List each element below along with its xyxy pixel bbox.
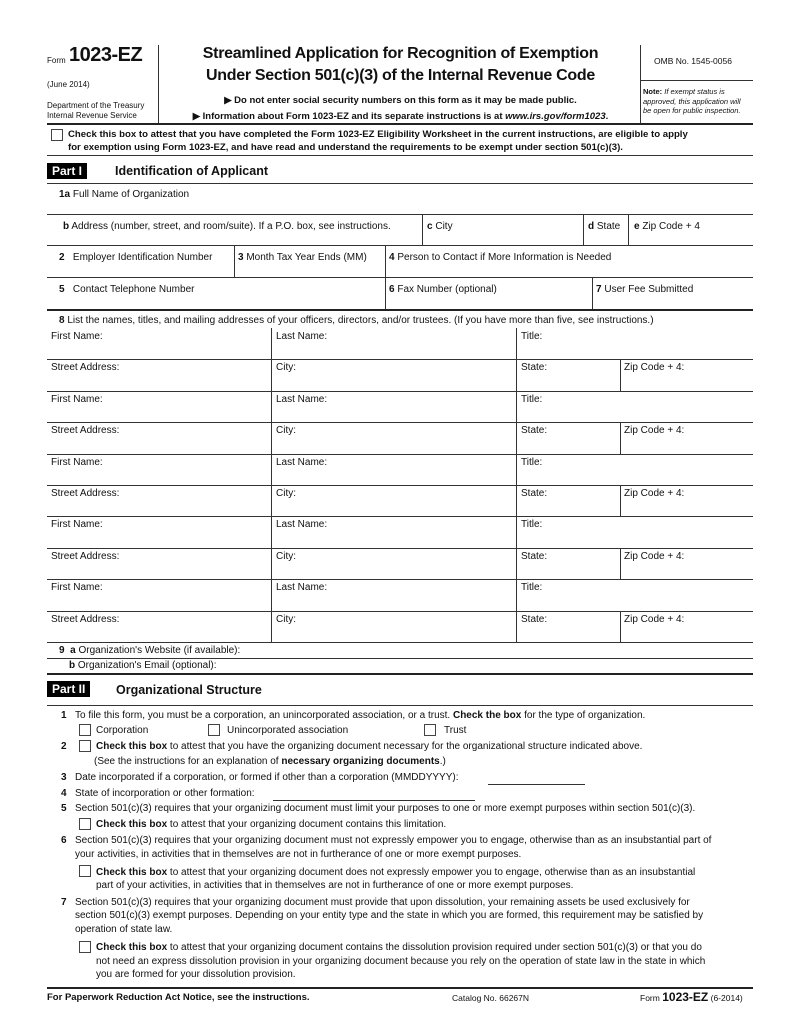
officer-title-label: Title: — [521, 519, 543, 531]
row-divider — [47, 485, 753, 486]
q1-text — [75, 710, 645, 721]
field-8-number: 8 — [59, 315, 65, 326]
officer-state-label: State: — [521, 425, 548, 437]
officer-title-input[interactable] — [517, 469, 753, 483]
column-divider — [620, 611, 621, 642]
row-divider — [47, 548, 753, 549]
form-prefix: Form — [47, 56, 66, 65]
officer-zip-label: Zip Code + 4: — [624, 362, 685, 374]
q5-cb-text: to attest that your organizing document contains this limitation. — [167, 819, 447, 830]
corporation-checkbox[interactable] — [79, 724, 91, 736]
field-7-number: 7 — [596, 284, 602, 295]
department-line2: Internal Revenue Service — [47, 111, 137, 120]
q7-cb-text1: to attest that your organizing document contains the dissolution provision required under section 501(c)(3) or that you do — [167, 942, 702, 953]
officer-last-name-input[interactable] — [272, 343, 515, 357]
column-divider — [516, 611, 517, 642]
officer-state-input[interactable] — [517, 437, 619, 451]
field-9a-label — [59, 645, 240, 656]
q6-number: 6 — [61, 835, 67, 846]
officer-zip-label: Zip Code + 4: — [624, 613, 685, 625]
officer-zip-label: Zip Code + 4: — [624, 425, 685, 437]
q7-line2: section 501(c)(3) exempt purposes. Depending on your entity type and the state in which you are formed, this requirement may be satisfied by — [75, 910, 704, 921]
contact-person-input[interactable] — [386, 264, 753, 276]
row-divider — [47, 642, 753, 643]
q7-checkbox-line2: not need an express dissolution provision in your organizing document because you rely on the operation of state law in the state in which — [96, 956, 706, 967]
field-1d-number: d — [588, 221, 595, 232]
part1-title: Identification of Applicant — [115, 164, 269, 178]
column-divider — [620, 359, 621, 390]
officer-street-label: Street Address: — [51, 613, 120, 625]
field-1d-label — [588, 221, 620, 232]
form-revision: (June 2014) — [47, 80, 90, 89]
officer-street-label: Street Address: — [51, 425, 120, 437]
form-title-line2: Under Section 501(c)(3) of the Internal Revenue Code — [206, 67, 595, 84]
q7-checkbox-line1 — [96, 942, 702, 953]
q7-checkbox-line3: you are formed for your dissolution provision. — [96, 969, 296, 980]
q4-text: State of incorporation or other formation: — [75, 788, 255, 799]
email-input[interactable] — [225, 659, 753, 672]
eligibility-text-line2: for exemption using Form 1023-EZ, and have read and understand the requirements to be exempt under section 501(c)(3). — [68, 142, 623, 153]
officer-city-label: City: — [276, 550, 296, 562]
field-3-label — [238, 252, 367, 263]
q6-checkbox-line1 — [96, 867, 695, 878]
field-2-text: Employer Identification Number — [72, 252, 213, 263]
row-divider — [47, 579, 753, 580]
column-divider — [620, 485, 621, 516]
officer-street-input[interactable] — [47, 626, 270, 640]
column-divider — [620, 422, 621, 453]
corporation-label: Corporation — [96, 725, 149, 736]
info-notice — [163, 111, 638, 122]
q6-checkbox[interactable] — [79, 865, 91, 877]
catalog-number: Catalog No. 66267N — [452, 993, 530, 1003]
officer-title-input[interactable] — [517, 594, 753, 608]
q2-subtext — [94, 756, 446, 767]
note-line2: approved, this application will — [643, 96, 741, 106]
q2-sub-c: .) — [439, 756, 446, 767]
officer-zip-label: Zip Code + 4: — [624, 488, 685, 499]
officer-street-label: Street Address: — [51, 550, 120, 562]
q7-number: 7 — [61, 897, 67, 908]
field-1b-text: Address (number, street, and room/suite). If a P.O. box, see instructions. — [71, 221, 391, 232]
column-divider — [516, 548, 517, 579]
field-1e-number: e — [634, 221, 640, 232]
footer-revision: (6-2014) — [710, 993, 743, 1003]
officer-last-name-label: Last Name: — [276, 582, 328, 594]
fax-input[interactable] — [386, 296, 591, 308]
ssn-notice: ▶ Do not enter social security numbers on this form as it may be made public. — [224, 95, 577, 106]
field-8-text: List the names, titles, and mailing addresses of your officers, directors, and/or trustees. (If you have more than five, see instructions.) — [67, 315, 654, 326]
q2-number: 2 — [61, 741, 67, 752]
column-divider — [516, 485, 517, 516]
info-notice-end: . — [605, 111, 609, 122]
row-divider — [47, 359, 753, 360]
q6-cb-text1: to attest that your organizing document does not expressly empower you to engage, otherwise than as an insubstantial — [167, 867, 696, 878]
column-divider — [271, 548, 272, 579]
field-1a-text: Full Name of Organization — [72, 189, 190, 200]
officer-state-label: State: — [521, 613, 548, 625]
field-1a-number: 1a — [59, 189, 71, 200]
footer-form-id — [640, 990, 743, 1004]
officer-city-input[interactable] — [272, 374, 515, 388]
q5-cb-bold: Check this box — [96, 819, 168, 830]
officer-city-label: City: — [276, 425, 296, 437]
department-line1: Department of the Treasury — [47, 101, 145, 110]
field-4-text: Person to Contact if More Information is Needed — [397, 252, 612, 263]
ein-input[interactable] — [47, 264, 233, 276]
q5-checkbox[interactable] — [79, 818, 91, 830]
officer-first-name-input[interactable] — [47, 343, 270, 357]
column-divider — [516, 516, 517, 547]
officer-title-input[interactable] — [517, 531, 753, 545]
officer-state-input[interactable] — [517, 563, 619, 577]
field-5-number: 5 — [59, 284, 65, 295]
field-8-label — [59, 315, 654, 326]
field-7-label — [596, 284, 693, 295]
field-3-text: Month Tax Year Ends (MM) — [246, 252, 367, 263]
officer-zip-input[interactable] — [621, 437, 753, 451]
field-6-label — [389, 284, 497, 295]
address-input[interactable] — [47, 232, 421, 244]
note-label: Note: — [643, 87, 663, 96]
column-divider — [271, 359, 272, 390]
form-title-line1: Streamlined Application for Recognition of Exemption — [202, 45, 599, 62]
column-divider — [271, 611, 272, 642]
column-divider — [516, 454, 517, 485]
field-9b-text: Organization's Email (optional): — [77, 660, 217, 671]
public-inspection-note — [643, 87, 741, 116]
row-divider — [47, 391, 753, 392]
zip-input[interactable] — [629, 232, 753, 244]
row-divider — [47, 422, 753, 423]
officer-city-input[interactable] — [272, 437, 515, 451]
tax-year-month-input[interactable] — [235, 264, 384, 276]
part2-title: Organizational Structure — [116, 683, 262, 697]
field-9a-text: Organization's Website (if available): — [78, 645, 241, 656]
q6-checkbox-line2: part of your activities, in activities that in themselves are not in furtherance of one or more exempt purposes. — [96, 880, 574, 891]
officer-last-name-input[interactable] — [272, 406, 515, 420]
officer-last-name-label: Last Name: — [276, 519, 328, 531]
q1-number: 1 — [61, 710, 67, 721]
column-divider — [516, 391, 517, 422]
officer-title-input[interactable] — [517, 406, 753, 420]
q7-line3: operation of state law. — [75, 924, 173, 935]
officer-last-name-input[interactable] — [272, 594, 515, 608]
q4-number: 4 — [61, 788, 67, 799]
column-divider — [516, 359, 517, 390]
q1-text-c: for the type of organization. — [521, 710, 646, 721]
eligibility-text-line1: Check this box to attest that you have completed the Form 1023-EZ Eligibility Worksheet in the current instructions, are eligible to apply — [68, 129, 688, 140]
officer-title-label: Title: — [521, 331, 543, 342]
officer-first-name-label: First Name: — [51, 582, 103, 594]
column-divider — [516, 422, 517, 453]
q2-sub-bold: necessary organizing documents — [281, 756, 440, 767]
eligibility-checkbox[interactable] — [51, 129, 63, 141]
officer-state-label: State: — [521, 550, 548, 562]
field-7-text: User Fee Submitted — [604, 284, 694, 295]
telephone-input[interactable] — [47, 296, 384, 308]
field-1c-number: c — [427, 221, 433, 232]
officer-title-label: Title: — [521, 582, 543, 594]
part2-label: Part II — [47, 681, 90, 697]
field-1c-text: City — [435, 221, 453, 232]
part1-label: Part I — [47, 163, 87, 179]
officer-last-name-label: Last Name: — [276, 456, 328, 468]
officer-title-label: Title: — [521, 393, 543, 405]
field-1b-label — [63, 221, 391, 232]
trust-label: Trust — [444, 725, 467, 736]
q6-line1: Section 501(c)(3) requires that your organizing document must not expressly empower you to engage, otherwise than as an insubstantial part of — [75, 835, 712, 846]
field-4-label — [389, 252, 611, 263]
q7-checkbox[interactable] — [79, 941, 91, 953]
footer-form-prefix: Form — [640, 993, 660, 1003]
row-divider — [47, 454, 753, 455]
column-divider — [271, 485, 272, 516]
officer-street-input[interactable] — [47, 437, 270, 451]
field-2-label — [59, 252, 212, 263]
q7-cb-bold: Check this box — [96, 942, 168, 953]
officer-first-name-label: First Name: — [51, 519, 103, 531]
q2-text — [96, 741, 642, 752]
form-number: 1023-EZ — [69, 44, 143, 66]
organization-name-input[interactable] — [47, 200, 753, 214]
state-of-incorporation-input[interactable] — [273, 788, 475, 801]
officer-city-input[interactable] — [272, 626, 515, 640]
q1-text-bold: Check the box — [452, 710, 522, 721]
officer-zip-input[interactable] — [621, 374, 753, 388]
note-line3: be open for public inspection. — [643, 106, 741, 115]
q5-checkbox-text — [96, 819, 446, 830]
officer-street-label: Street Address: — [51, 488, 120, 499]
q2-sub-a: (See the instructions for an explanation of — [94, 756, 282, 767]
officer-street-input[interactable] — [47, 563, 270, 577]
q6-line2: your activities, in activities that in themselves are not in furtherance of one or more exempt purposes. — [75, 849, 522, 860]
officer-city-label: City: — [276, 362, 296, 374]
column-divider — [271, 516, 272, 547]
field-6-text: Fax Number (optional) — [397, 284, 497, 295]
officer-last-name-label: Last Name: — [276, 331, 328, 342]
q5-number: 5 — [61, 803, 67, 814]
user-fee-input[interactable] — [593, 296, 753, 308]
column-divider — [271, 422, 272, 453]
officer-street-input[interactable] — [47, 500, 270, 514]
column-divider — [620, 548, 621, 579]
q5-text: Section 501(c)(3) requires that your organizing document must limit your purposes to one or more exempt purposes within section 501(c)(3). — [75, 803, 696, 814]
officer-zip-input[interactable] — [621, 626, 753, 640]
field-9b-label — [69, 660, 217, 671]
field-3-number: 3 — [238, 252, 244, 263]
officer-state-label: State: — [521, 362, 548, 374]
officer-first-name-label: First Name: — [51, 331, 103, 342]
officer-city-input[interactable] — [272, 563, 515, 577]
officer-last-name-label: Last Name: — [276, 393, 328, 405]
officer-street-input[interactable] — [47, 374, 270, 388]
q2-checkbox[interactable] — [79, 740, 91, 752]
unincorporated-association-label: Unincorporated association — [227, 725, 349, 736]
q1-text-a: To file this form, you must be a corporation, an unincorporated association, or a trust. — [75, 710, 453, 721]
field-1b-number: b — [63, 221, 70, 232]
officer-last-name-input[interactable] — [272, 469, 515, 483]
officer-first-name-input[interactable] — [47, 406, 270, 420]
officer-first-name-input[interactable] — [47, 469, 270, 483]
q6-cb-bold: Check this box — [96, 867, 168, 878]
field-2-number: 2 — [59, 252, 65, 263]
column-divider — [516, 579, 517, 610]
field-1a-label — [59, 189, 189, 200]
field-5-label — [59, 284, 194, 295]
trust-checkbox[interactable] — [424, 724, 436, 736]
field-4-number: 4 — [389, 252, 395, 263]
footer-form-number: 1023-EZ — [662, 990, 709, 1004]
q3-number: 3 — [61, 772, 67, 783]
field-1e-label — [634, 221, 700, 232]
unincorporated-association-checkbox[interactable] — [208, 724, 220, 736]
q3-text: Date incorporated if a corporation, or formed if other than a corporation (MMDDYYYY): — [75, 772, 459, 783]
column-divider — [271, 579, 272, 610]
field-1d-text: State — [596, 221, 621, 232]
irs-url-link[interactable]: www.irs.gov/form1023 — [505, 111, 606, 122]
row-divider — [47, 516, 753, 517]
officer-last-name-input[interactable] — [272, 531, 515, 545]
q2-text-a: to attest that you have the organizing document necessary for the organizational structure indicated above. — [167, 741, 643, 752]
officer-first-name-label: First Name: — [51, 393, 103, 405]
officer-state-input[interactable] — [517, 374, 619, 388]
date-incorporated-input[interactable] — [488, 772, 585, 785]
officer-first-name-input[interactable] — [47, 531, 270, 545]
officer-state-label: State: — [521, 488, 548, 499]
field-1e-text: Zip Code + 4 — [642, 221, 700, 232]
omb-number: OMB No. 1545-0056 — [654, 56, 732, 66]
officer-city-input[interactable] — [272, 500, 515, 514]
officer-title-input[interactable] — [517, 343, 753, 357]
officer-zip-input[interactable] — [621, 500, 753, 514]
officer-title-label: Title: — [521, 456, 543, 468]
officer-street-label: Street Address: — [51, 362, 120, 374]
officer-state-input[interactable] — [517, 626, 619, 640]
note-line1: If exempt status is — [662, 87, 725, 96]
officer-first-name-input[interactable] — [47, 594, 270, 608]
field-1c-label — [427, 221, 453, 232]
paperwork-notice: For Paperwork Reduction Act Notice, see the instructions. — [47, 992, 310, 1003]
website-input[interactable] — [250, 644, 753, 657]
officer-zip-input[interactable] — [621, 563, 753, 577]
column-divider — [516, 328, 517, 359]
field-6-number: 6 — [389, 284, 395, 295]
column-divider — [271, 391, 272, 422]
column-divider — [271, 328, 272, 359]
column-divider — [271, 454, 272, 485]
state-input[interactable] — [584, 232, 627, 244]
info-notice-text: ▶ Information about Form 1023-EZ and its separate instructions is at — [192, 111, 506, 122]
field-9b-number: b — [69, 660, 76, 671]
q7-line1: Section 501(c)(3) requires that your organizing document must provide that upon dissolution, your remaining assets be used exclusively for — [75, 897, 690, 908]
officer-zip-label: Zip Code + 4: — [624, 550, 685, 562]
field-9a-number: a — [70, 645, 76, 656]
city-input[interactable] — [423, 232, 582, 244]
officer-first-name-label: First Name: — [51, 456, 103, 468]
field-5-text: Contact Telephone Number — [72, 284, 195, 295]
officer-city-label: City: — [276, 488, 296, 499]
row-divider — [47, 611, 753, 612]
officer-state-input[interactable] — [517, 500, 619, 514]
field-9-number: 9 — [59, 645, 65, 656]
q2-text-bold: Check this box — [96, 741, 168, 752]
officer-city-label: City: — [276, 613, 296, 625]
